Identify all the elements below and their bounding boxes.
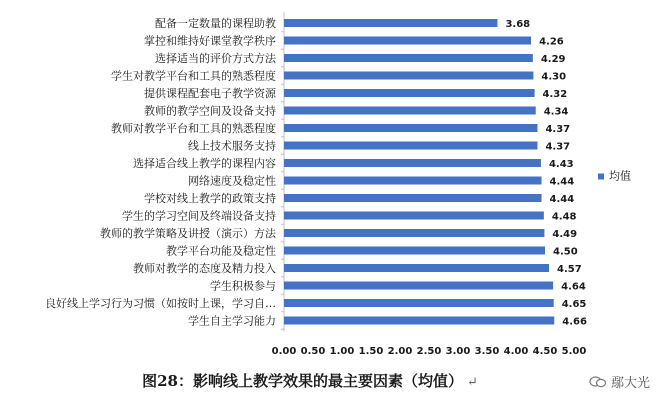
- x-tick-label: 2.00: [387, 346, 413, 357]
- x-tick-label: 2.50: [416, 346, 442, 357]
- watermark-text: 鄢大光: [610, 376, 650, 391]
- bar: [284, 124, 537, 132]
- bar: [284, 142, 537, 150]
- legend-label: 均值: [609, 169, 631, 183]
- bar: [284, 159, 541, 167]
- data-label: 4.29: [540, 54, 566, 65]
- category-label: 配备一定数量的课程助教: [155, 17, 276, 30]
- category-label: 提供课程配套电子教学资源: [144, 87, 276, 100]
- data-label: 4.64: [561, 281, 586, 293]
- x-tick-label: 4.50: [532, 346, 558, 357]
- bar: [284, 229, 544, 237]
- caption-text: 图28：影响线上教学效果的最主要因素（均值）: [142, 372, 463, 390]
- data-label: 4.44: [549, 176, 575, 188]
- category-label: 教师对教学的态度及精力投入: [133, 262, 276, 275]
- bar: [284, 317, 554, 325]
- bar: [284, 299, 554, 307]
- data-label: 4.48: [551, 211, 577, 223]
- category-label: 选择适合线上教学的课程内容: [133, 157, 276, 170]
- bar: [284, 72, 533, 80]
- x-tick-label: 3.00: [445, 346, 471, 357]
- category-label: 学生自主学习能力: [188, 314, 276, 328]
- category-label: 教师的教学空间及设备支持: [144, 104, 276, 118]
- data-label: 4.26: [539, 36, 564, 48]
- data-label: 3.68: [505, 19, 531, 30]
- category-label: 学校对线上教学的政策支持: [144, 192, 276, 205]
- data-label: 4.57: [557, 264, 582, 275]
- data-label: 4.44: [549, 194, 575, 205]
- paragraph-mark: ↵: [466, 375, 478, 390]
- x-tick-label: 5.00: [561, 346, 587, 357]
- category-label: 选择适当的评价方式方法: [155, 52, 276, 65]
- watermark: [589, 372, 650, 391]
- data-label: 4.32: [542, 89, 568, 100]
- data-label: 4.66: [562, 316, 587, 328]
- figure-caption: [0, 370, 620, 391]
- bar: [284, 282, 553, 290]
- category-label: 学生的学习空间及终端设备支持: [122, 209, 276, 223]
- category-label: 教师对教学平台和工具的熟悉程度: [111, 122, 276, 135]
- wechat-icon: [589, 376, 607, 388]
- data-label: 4.50: [553, 246, 578, 258]
- data-label: 4.30: [541, 71, 567, 83]
- x-tick-label: 3.50: [474, 346, 500, 357]
- bar: [284, 194, 542, 202]
- data-label: 4.34: [543, 106, 569, 118]
- category-label: 良好线上学习行为习惯（如按时上课，学习自…: [45, 297, 276, 310]
- x-tick-label: 4.00: [503, 346, 529, 357]
- category-label: 线上技术服务支持: [188, 139, 276, 153]
- x-tick-label: 0.50: [300, 346, 326, 357]
- data-label: 4.43: [548, 159, 574, 170]
- category-label: 学生对教学平台和工具的熟悉程度: [111, 69, 276, 83]
- data-label: 4.37: [545, 124, 571, 135]
- bar: [284, 37, 531, 45]
- bar: [284, 19, 497, 27]
- data-label: 4.49: [552, 229, 578, 240]
- category-label: 网络速度及稳定性: [188, 174, 276, 188]
- category-label: 教师的教学策略及讲授（演示）方法: [100, 227, 276, 240]
- x-tick-label: 1.00: [329, 346, 355, 357]
- data-label: 4.37: [545, 141, 571, 153]
- bar: [284, 54, 533, 62]
- x-tick-label: 1.50: [358, 346, 384, 357]
- bar: [284, 177, 542, 185]
- category-label: 教学平台功能及稳定性: [166, 244, 276, 258]
- category-label: 掌控和维持好课堂教学秩序: [144, 34, 276, 48]
- bar: [284, 89, 535, 97]
- bar: [284, 247, 545, 255]
- bar: [284, 264, 549, 272]
- legend-swatch: [598, 174, 604, 180]
- data-label: 4.65: [561, 299, 587, 310]
- bar: [284, 212, 544, 220]
- bar: [284, 107, 536, 115]
- category-label: 学生积极参与: [210, 279, 276, 293]
- x-tick-label: 0.00: [271, 346, 297, 357]
